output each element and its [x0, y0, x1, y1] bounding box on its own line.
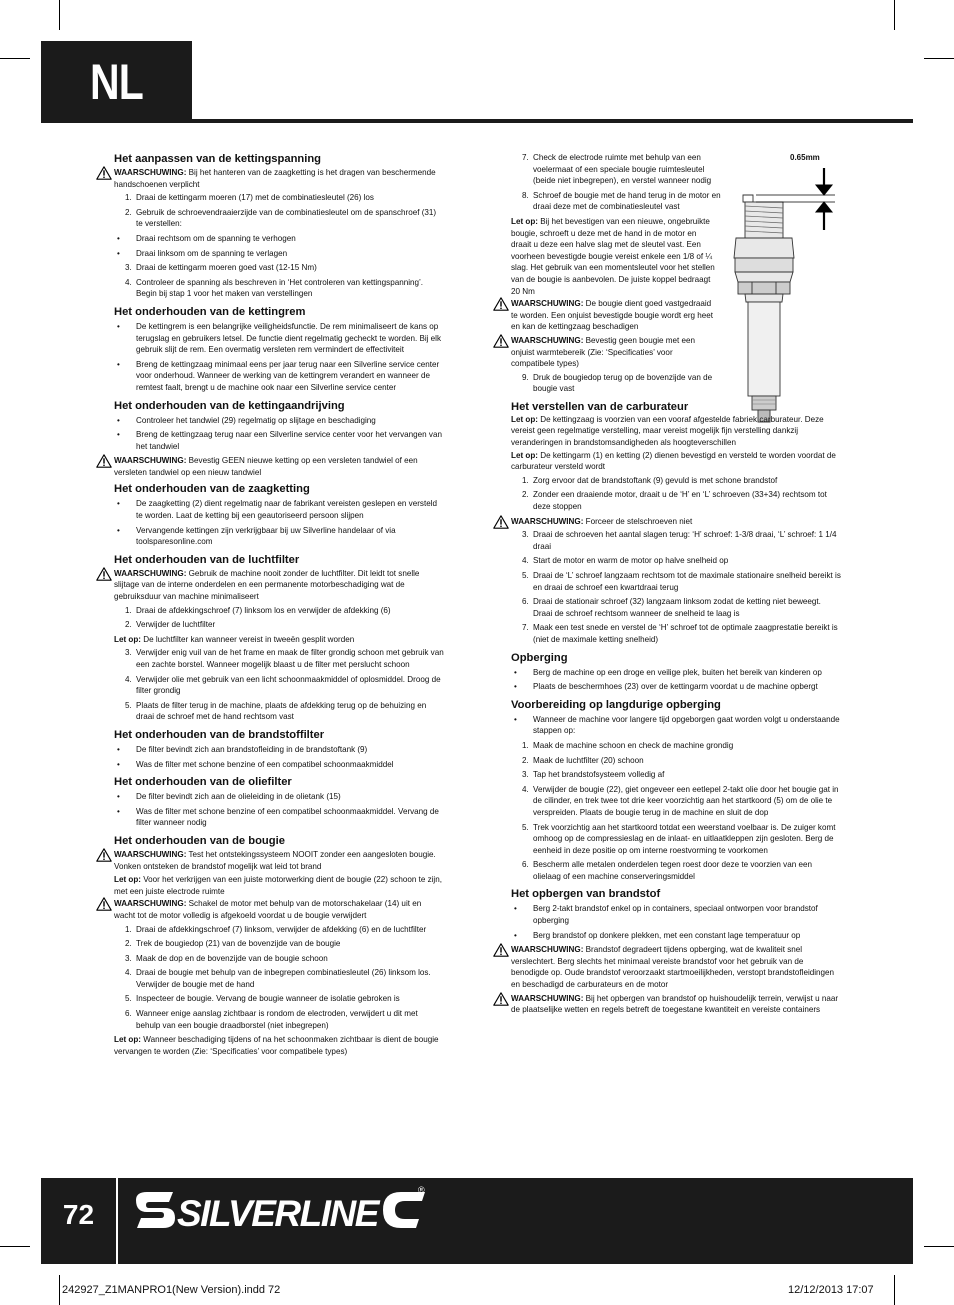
list-item: • Draai rechtsom om de spanning te verhogen [117, 233, 296, 243]
section-title: Het verstellen van de carburateur [511, 400, 689, 413]
language-badge [41, 41, 192, 123]
list-item: • De kettingrem is een belangrijke veiligheidsfunctie. De rem minimaliseert de kans op terugslag en gebruikers letsel. De functie dient regelmatig gecheckt te worden. Bij elk gebruik slijt de rem. Een overmatig versleten rem vermindert de effectiviteit [117, 321, 442, 355]
section-spark-plug-continued [511, 152, 841, 395]
section-title: Het opbergen van brandstof [511, 888, 661, 901]
crop-mark [894, 1275, 895, 1305]
bullets [511, 714, 841, 737]
warning-icon [493, 992, 509, 1006]
list-item: 3. Verwijder enig vuil van de het frame en maak de filter grondig schoon met gebruik van een zachte borstel. Wanneer mogelijk blaast u de filter met perslucht schoon [125, 648, 444, 669]
warning: WAARSCHUWING: Forceer de stelschroeven niet [511, 516, 841, 528]
list-item: 6. Wanneer enige aanslag zichtbaar is rondom de electroden, verwijdert u dit met behulp van een bougie draadborstel (niet inbegrepen) [125, 1009, 418, 1030]
section-title: Het aanpassen van de kettingspanning [114, 153, 322, 165]
note: Let op: De kettingarm (1) en ketting (2) dienen bevestigd en versteld te worden voordat de carburateur versteld wordt [511, 450, 836, 472]
list-item: 2. Verwijder de luchtfilter [125, 620, 216, 630]
list-item: • Draai linksom om de spanning te verlagen [117, 248, 288, 258]
section-fuel-storage [511, 885, 841, 1015]
bullets [114, 233, 444, 259]
section-title: Het onderhouden van de luchtfilter [114, 553, 300, 566]
warning-icon [96, 454, 112, 468]
list-item: • Breng de kettingzaag minimaal eens per jaar terug naar een Silverline service center voor onderhoud. Wanneer de werking van de kettingrem verandert en wanneer de remtest faalt, brengt u de machine ook naar een Silverline service center [117, 359, 440, 392]
list-item: 4. Start de motor en warm de motor op halve snelheid op [522, 556, 729, 566]
steps [511, 475, 841, 513]
list-item: • De filter bevindt zich aan de olieleiding in de olietank (15) [117, 792, 341, 802]
list-item: 5. Draai de ‘L’ schroef langzaam rechtsom tot de maximale stationaire snelheid bereikt is en draai de schroef een kwartdraai terug [522, 571, 841, 592]
silverline-logo [133, 1186, 433, 1234]
list-item: 4. Controleer de spanning als beschreven in ‘Het controleren van kettingspanning’. Begin bij stap 1 voor het maken van verstellingen [125, 277, 424, 299]
section-fuel-filter [114, 726, 444, 770]
bullets [511, 667, 841, 693]
list-item: • Wanneer de machine voor langere tijd opgeborgen gaat worden volgt u onderstaande stappen op: [514, 714, 840, 736]
bullets [114, 415, 444, 453]
warning: WAARSCHUWING: Bevestig GEEN nieuwe ketting op een versleten tandwiel of een versleten tandwiel op een nieuw tandwiel [114, 455, 444, 478]
list-item: 5. Trek voorzichtig aan het startkoord totdat een weerstand voelbaar is. De zuiger komt omhoog op de compressieslag en de inlaat- en uitlaatkleppen zijn gesloten. Berg de eenheid in deze positie op om interne roestvorming te voorkomen [522, 822, 836, 855]
warning: WAARSCHUWING: Bevestig geen bougie met een onjuist warmtebereik (Zie: ‘Specificaties’ voor compatibele types) [511, 335, 716, 370]
note: Let op: De luchtfilter kan wanneer vereist in tweeën gesplit worden [114, 634, 355, 644]
page-number: 72 [62, 1199, 95, 1230]
section-title: Opberging [511, 651, 568, 664]
steps [114, 647, 444, 723]
list-item: • Controleer het tandwiel (29) regelmatig op slijtage en beschadiging [117, 415, 376, 425]
note: Let op: Voor het verkrijgen van een juiste motorwerking dient de bougie (22) schoon te zijn, met een juiste electrode ruimte [114, 875, 442, 896]
section-oil-filter [114, 773, 444, 829]
list-item: 7. Maak een test snede en verstel de ‘H’ schroef tot de optimale zaagprestatie bereikt is (niet de maximale ketting snelheid) [522, 623, 838, 644]
warning: WAARSCHUWING: Brandstof degradeert tijdens opberging, wat de kwaliteit snel verslechtert. Berg slechts het minimaal vereiste brandstof voor het gebruik van de benodigde op. Oude brandstof veroorzaakt startmoeilijkheden, verstopt brandstofleidingen en beschadigd de carburateurs en de motor [511, 944, 841, 990]
note: Let op: De kettingzaag is voorzien van een vooraf afgestelde fabriek carburateur. Deze vereist geen regelmatige verstelling, maar vereist mogelijk fijn verstelling dankzij veranderingen in brandstomsandigheden als hoogteverschillen [511, 414, 824, 448]
list-item: • De zaagketting (2) dient regelmatig naar de fabrikant vereisten geslepen en versteld te worden. Laat de ketting bij een geautoriseerd persoon slijpen [117, 499, 437, 521]
steps [114, 605, 444, 631]
section-title: Het onderhouden van de kettingaandrijving [114, 399, 345, 412]
date-slug: 12/12/2013 17:07 [788, 1284, 874, 1296]
list-item: • Berg 2-takt brandstof enkel op in containers, speciaal ontworpen voor brandstof opberging [514, 904, 818, 926]
bullets [114, 321, 444, 394]
crop-mark [59, 1275, 60, 1305]
list-item: 4. Verwijder de bougie (22), giet ongeveer een eetlepel 2-takt olie door het bougie gat in de cilinder, en trek twee tot drie keer voorzichtig aan het startkoord (5) om de olie te verspreiden. Plaats de bougie terug in de machine en sluit de dop [522, 784, 839, 817]
steps [511, 152, 841, 213]
list-item: 1. Draai de kettingarm moeren (17) met de combinatiesleutel (26) los [125, 193, 374, 203]
electrode-gap-label: 0.65mm [790, 153, 820, 162]
warning-icon [493, 515, 509, 529]
list-item: 2. Zonder een draaiende motor, draait u de ‘H’ en ‘L’ schroeven (33+34) rechtsom tot deze stoppen [522, 490, 827, 512]
warning-icon [96, 848, 112, 862]
list-item: • Was de filter met schone benzine of een compatibel schoonmaakmiddel [117, 759, 394, 769]
list-item: 1. Maak de machine schoon en check de machine grondig [522, 740, 734, 750]
list-item: • Plaats de beschermhoes (23) over de kettingarm voordat u de machine opbergt [514, 682, 818, 692]
note: Let op: Wanneer beschadiging tijdens of na het schoonmaken zichtbaar is dient de bougie vervangen te worden (Zie: ‘Specificaties’ voor compatibele types) [114, 1035, 439, 1056]
warning: WAARSCHUWING: Schakel de motor met behulp van de motorschakelaar (14) uit en wacht tot de motor volledig is afgekoeld voordat u de bougie verwijdert [114, 898, 444, 921]
list-item: 6. Bescherm alle metalen onderdelen tegen roest door deze te voorzien van een olielaag of een machine conserveringsmiddel [522, 860, 812, 881]
list-item: • Berg brandstof op donkere plekken, met een constant lage temperatuur op [514, 930, 801, 940]
crop-mark [0, 58, 30, 59]
section-chain-drive [114, 397, 444, 479]
steps [114, 192, 444, 230]
section-title: Het onderhouden van de bougie [114, 834, 285, 847]
svg-text:SILVERLINE: SILVERLINE [177, 1193, 378, 1234]
warning-icon [493, 943, 509, 957]
crop-mark [59, 0, 60, 30]
section-title: Het onderhouden van de oliefilter [114, 776, 292, 789]
header-rule [192, 119, 913, 123]
crop-mark [924, 1246, 954, 1247]
warning: WAARSCHUWING: Gebruik de machine nooit zonder de luchtfilter. Dit leidt tot snelle slijtage van de interne onderdelen en een permanente motorbeschadiging wat de gebruiksduur van machine minimaliseert [114, 568, 444, 603]
bullets [114, 498, 444, 547]
section-title: Het onderhouden van de kettingrem [114, 305, 306, 318]
note: Let op: Bij het bevestigen van een nieuwe, ongebruikte bougie, schroeft u deze met de hand in de motor en draait u deze een halve slag met de sleutel vast. Een voorheen bevestigde bougie vereist enkele een 1/8 of ¼ slag. Het gebruik van een momentsleutel voor het stellen van de bougie is aanbevolen. De juiste koppel bedraagt 20 Nm [511, 216, 715, 296]
section-air-filter [114, 551, 444, 723]
file-slug: 242927_Z1MANPRO1(New Version).indd 72 [62, 1284, 281, 1296]
steps [511, 529, 841, 645]
warning-icon [96, 897, 112, 911]
warning: WAARSCHUWING: De bougie dient goed vastgedraaid te worden. Een onjuist bevestigde bougie wordt erg heet en kan de kettingzaag beschadigen [511, 298, 716, 333]
list-item: • De filter bevindt zich aan brandstofleiding in de brandstoftank (9) [117, 744, 368, 754]
list-item: 3. Tap het brandstofsysteem volledig af [522, 770, 665, 780]
left-column [114, 150, 444, 1058]
right-column [511, 150, 841, 1018]
footer-divider [116, 1178, 118, 1264]
list-item: 9. Druk de bougiedop terug op de bovenzijde van de bougie vast [522, 372, 713, 394]
list-item: 1. Zorg ervoor dat de brandstoftank (9) gevuld is met schone brandstof [522, 475, 778, 485]
section-title: Het onderhouden van de brandstoffilter [114, 728, 325, 741]
section-storage [511, 649, 841, 693]
section-carburettor [511, 398, 841, 646]
warning-icon [96, 567, 112, 581]
registered-mark: ® [418, 1185, 425, 1195]
warning: WAARSCHUWING: Bij het opbergen van brandstof op huishoudelijk terrein, verwijst u naar de plaatselijke wetten en regels betreft de toegestane kwantiteit en vereiste containers [511, 993, 841, 1016]
steps [511, 740, 841, 883]
bullets [114, 791, 444, 829]
list-item: 3. Draai de kettingarm moeren goed vast (12-15 Nm) [125, 263, 317, 273]
list-item: 5. Inspecteer de bougie. Vervang de bougie wanneer de isolatie gebroken is [125, 994, 400, 1004]
bullets [114, 744, 444, 770]
warning-icon [493, 297, 509, 311]
list-item: 4. Draai de bougie met behulp van de inbegrepen combinatiesleutel (26) linksom los. Verwijder de bougie met de hand [125, 968, 431, 989]
list-item: 2. Maak de luchtfilter (20) schoon [522, 755, 644, 765]
warning: WAARSCHUWING: Test het ontstekingssysteem NOOIT zonder een aangesloten bougie. Vonken ontsteken de brandstof mogelijk wat leid tot brand [114, 849, 444, 872]
steps [114, 262, 444, 300]
crop-mark [0, 1246, 30, 1247]
list-item: 4. Verwijder olie met gebruik van een licht schoonmaakmiddel of oplosmiddel. Droog de filter grondig [125, 674, 441, 696]
section-saw-chain [114, 480, 444, 547]
crop-mark [924, 58, 954, 59]
list-item: 5. Plaats de filter terug in de machine, plaats de afdekking terug op de behuizing en draai de schroef met de hand rechtsom vast [125, 700, 427, 722]
page-number-badge [41, 1178, 116, 1264]
steps [511, 372, 841, 395]
warning-icon [96, 166, 112, 180]
list-item: • Was de filter met schone benzine of een compatibel schoonmaakmiddel. Vervang de filter wanneer nodig [117, 806, 439, 828]
list-item: • Breng de kettingzaag terug naar een Silverline service center voor het vervangen van het tandwiel [117, 430, 442, 451]
warning: WAARSCHUWING: Bij het hanteren van de zaagketting is het dragen van beschermende handschoenen verplicht [114, 167, 444, 190]
section-title: Het onderhouden van de zaagketting [114, 483, 310, 496]
section-chain-tension [114, 150, 444, 300]
list-item: 6. Draai de stationair schroef (32) langzaam linksom zodat de ketting niet beweegt. Draai de schroef rechtsom wanneer de snelheid te laag is [522, 597, 821, 618]
list-item: • Berg de machine op een droge en veilige plek, buiten het bereik van kinderen op [514, 667, 822, 677]
section-spark-plug [114, 832, 444, 1058]
list-item: 3. Maak de dop en de bovenzijde van de bougie schoon [125, 953, 328, 963]
list-item: 1. Draai de afdekkingschroef (7) linksom los en verwijder de afdekking (6) [125, 605, 391, 615]
bullets [511, 903, 841, 941]
section-chain-brake [114, 303, 444, 394]
section-long-term-storage [511, 696, 841, 883]
language-code: NL [89, 54, 144, 110]
list-item: • Vervangende kettingen zijn verkrijgbaar bij uw Silverline handelaar of via toolsparesonline.com [117, 525, 396, 547]
list-item: 2. Gebruik de schroevendraaierzijde van de combinatiesleutel om de spanschroef (31) te verstellen: [125, 207, 437, 229]
list-item: 1. Draai de afdekkingschroef (7) linksom, verwijder de afdekking (6) en de luchtfilter [125, 924, 427, 934]
list-item: 7. Check de electrode ruimte met behulp van een voelermaat of een speciale bougie ruimtesleutel (beide niet inbegrepen), en verstel wanneer nodig [522, 153, 712, 186]
list-item: 3. Draai de schroeven het aantal slagen terug: ‘H’ schroef: 1-3/8 draai, ‘L’ schroef: 1 1/4 draai [522, 530, 837, 551]
warning-icon [493, 334, 509, 348]
list-item: 2. Trek de bougiedop (21) van de bovenzijde van de bougie [125, 939, 341, 949]
crop-mark [894, 0, 895, 30]
steps [114, 924, 444, 1032]
section-title: Voorbereiding op langdurige opberging [511, 698, 721, 711]
list-item: 8. Schroef de bougie met de hand terug in de motor en draai deze met de combinatiesleutel vast [522, 190, 721, 212]
